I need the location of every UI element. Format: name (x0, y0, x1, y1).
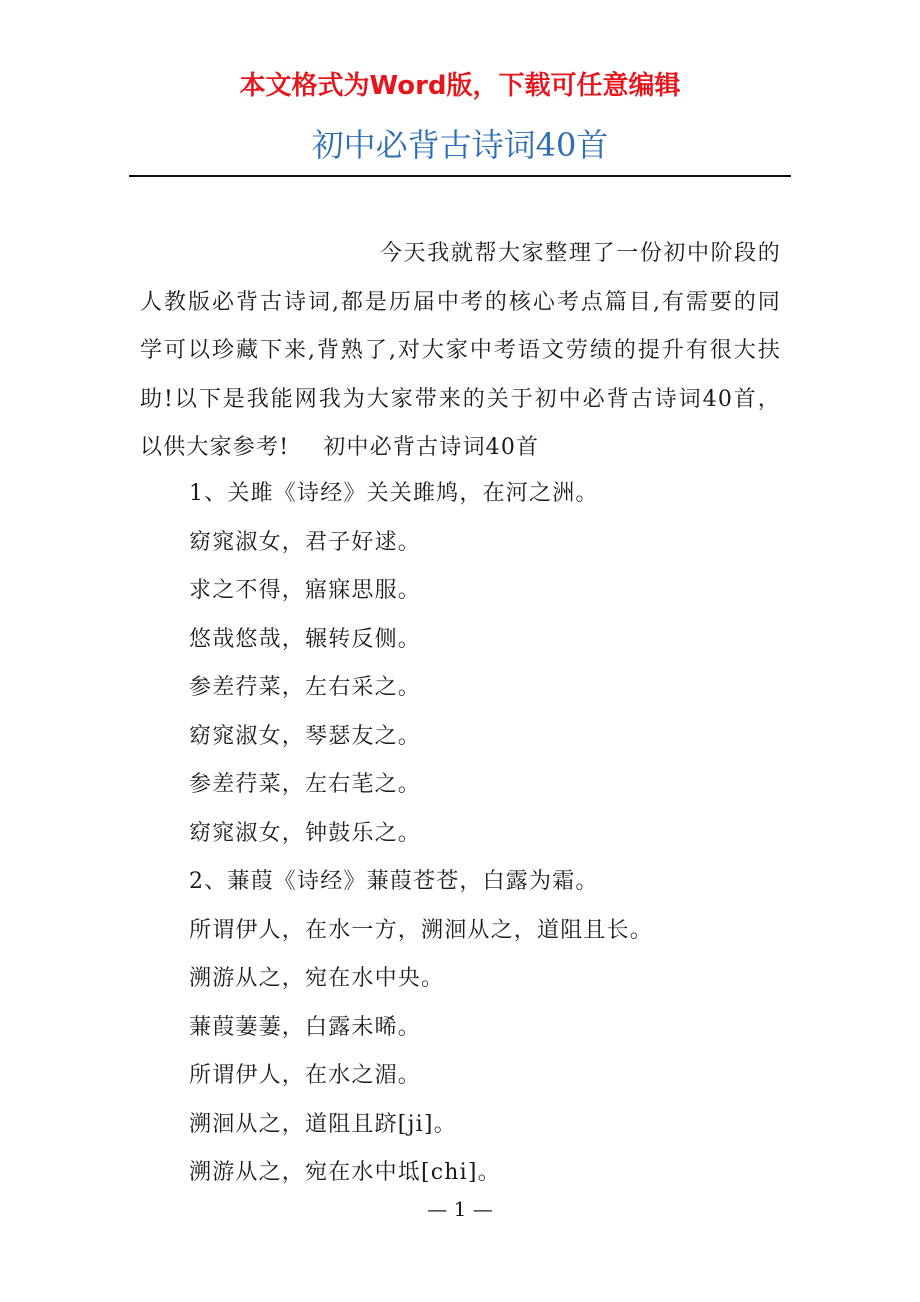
intro-text: 今天我就帮大家整理了一份初中阶段的人教版必背古诗词,都是历届中考的核心考点篇目,有需要的同学可以珍藏下来,背熟了,对大家中考语文劳绩的提升有很大扶助!以下是我能网我为大家带来的关于初中必背古诗词40首，以供大家参考! (140, 241, 781, 460)
poem-line: 窈窕淑女，君子好逑。 (189, 529, 422, 555)
poem-lines (189, 470, 789, 1198)
poem-line: 窈窕淑女，琴瑟友之。 (189, 723, 422, 749)
poem-line: 蒹葭萋萋，白露未晞。 (189, 1014, 422, 1040)
format-banner: 本文格式为Word版，下载可任意编辑 (239, 71, 681, 101)
poem-line: 参差荇菜，左右芼之。 (189, 772, 422, 797)
poem-line: 溯洄从之，道阻且跻[ji]。 (189, 1111, 457, 1137)
poem-line: 1、关雎《诗经》关关雎鸠，在河之洲。 (189, 481, 599, 506)
poem-line: 2、蒹葭《诗经》蒹葭苍苍，白露为霜。 (189, 869, 599, 894)
poem-line: 所谓伊人，在水之湄。 (189, 1063, 422, 1088)
poem-line: 求之不得，寤寐思服。 (189, 578, 422, 603)
poem-line: 溯游从之，宛在水中坻[chi]。 (189, 1160, 501, 1185)
intro-paragraph (140, 230, 781, 473)
inline-heading: 初中必背古诗词40首 (323, 435, 540, 460)
poem-line: 参差荇菜，左右采之。 (189, 675, 422, 700)
poem-line: 悠哉悠哉，辗转反侧。 (189, 626, 422, 652)
poem-line: 窈窕淑女，钟鼓乐之。 (189, 820, 422, 846)
document-title: 初中必背古诗词40首 (311, 126, 609, 164)
page-number: — 1 — (427, 1197, 493, 1221)
title-divider (129, 175, 791, 177)
poem-line: 所谓伊人，在水一方，溯洄从之，道阻且长。 (189, 917, 654, 943)
poem-line: 溯游从之，宛在水中央。 (189, 966, 445, 991)
